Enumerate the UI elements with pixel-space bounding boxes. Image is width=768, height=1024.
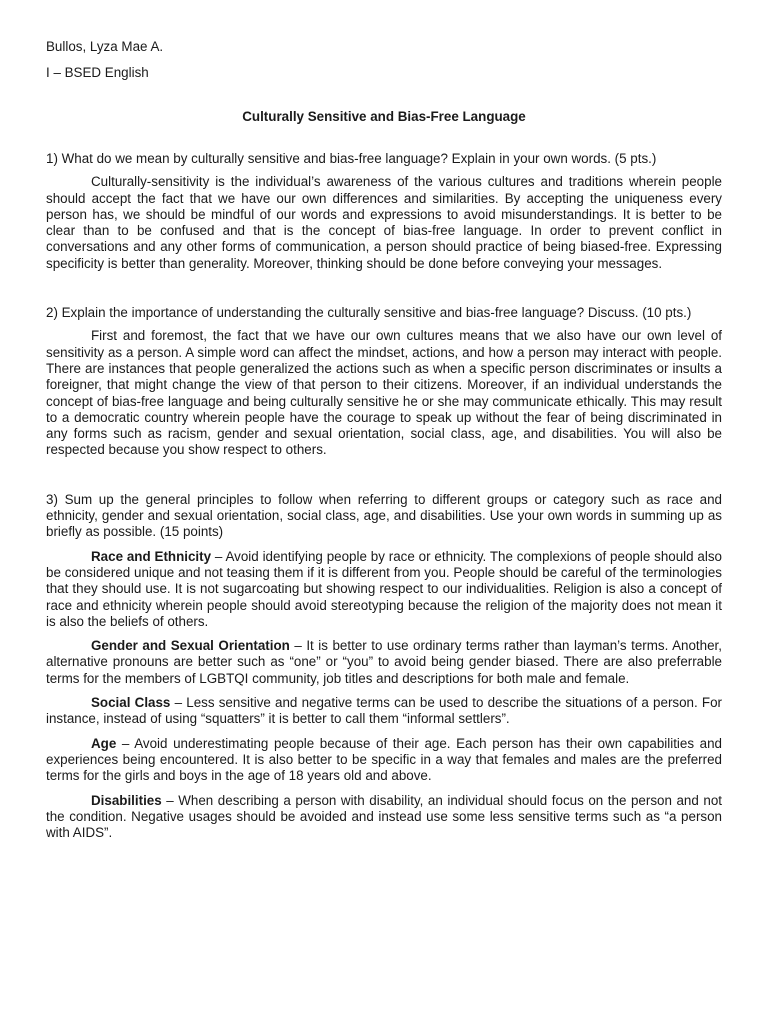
student-name: Bullos, Lyza Mae A. <box>46 39 164 54</box>
question-2: 2) Explain the importance of understanding the culturally sensitive and bias-free language? Discuss. (10 pts.) <box>46 305 692 321</box>
principle-race-ethnicity <box>46 549 722 630</box>
principle-text: – It is better to use ordinary terms rather than layman’s terms. Another, alternative pronouns are better such as “one” or “you” to avoid being gender biased. There are also preferrable terms for the members of LGBTQI community, job titles and descriptions for both male and female. <box>46 638 722 686</box>
question-1: 1) What do we mean by culturally sensitive and bias-free language? Explain in your own words. (5 pts.) <box>46 151 657 166</box>
document-title: Culturally Sensitive and Bias-Free Language <box>242 109 526 124</box>
principle-text: – Avoid identifying people by race or ethnicity. The complexions of people should also be considered unique and not teasing them if it is different from you. People should be careful of the terminologies that they should use. It is not sugarcoating but showing respect to our individualities. Religion is also a concept of race and ethnicity wherein people should avoid stereotyping because the religion of the majority does not mean it is also the beliefs of others. <box>46 548 722 629</box>
principle-term: Age <box>91 735 117 751</box>
principle-text: – Avoid underestimating people because of their age. Each person has their own capabilities and experiences being encountered. It is also better to be specific in a way that females and males are the preferred terms for the girls and boys in the age of 18 years old and above. <box>46 735 722 784</box>
principle-disabilities <box>46 793 722 842</box>
student-course: I – BSED English <box>46 65 149 80</box>
principle-social-class <box>46 695 722 728</box>
answer-1: Culturally-sensitivity is the individual’s awareness of the various cultures and traditions wherein people should accept the fact that we have our own differences and similarities. By accepting the uniqueness every person has, we should be mindful of our words and expressions to avoid misunderstandings. It is better to be clear than to be confused and that is the concept of bias-free language. In order to prevent conflict in conversations and any other forms of communication, a person should practice of being biased-free. Expressing specificity is better than generality. Moreover, thinking should be done before conveying your messages. <box>46 174 722 271</box>
answer-2: First and foremost, the fact that we have our own cultures means that we also have our own level of sensitivity as a person. A simple word can affect the mindset, actions, and how a person may interact with people. There are instances that people generalized the actions such as when a specific person discriminates or insults a foreigner, that might change the view of that person to their citizens. Moreover, if an individual understands the concept of bias-free language and being culturally sensitive he or she may communicate ethically. This may result to a democratic country wherein people have the courage to speak up without the fear of being discriminated in any forms such as racism, gender and sexual orientation, social class, age, and disabilities. You will also be respected because you show respect to others. <box>46 328 722 458</box>
principle-text: – When describing a person with disability, an individual should focus on the person and not the condition. Negative usages should be avoided and instead use some less sensitive terms such as “a person with AIDS”. <box>46 792 722 841</box>
principle-gender-orientation <box>46 638 722 687</box>
principle-text: – Less sensitive and negative terms can be used to describe the situations of a person. For instance, instead of using “squatters” it is better to call them “informal settlers”. <box>46 695 722 727</box>
principle-term: Race and Ethnicity <box>91 548 212 564</box>
question-3: 3) Sum up the general principles to follow when referring to different groups or category such as race and ethnicity, gender and sexual orientation, social class, age, and disabilities. Use your own words in summing up as briefly as possible. (15 points) <box>46 491 722 540</box>
principle-term: Social Class <box>91 695 171 711</box>
principle-age <box>46 736 722 785</box>
principle-term: Gender and Sexual Orientation <box>91 638 290 654</box>
principle-term: Disabilities <box>91 792 162 808</box>
